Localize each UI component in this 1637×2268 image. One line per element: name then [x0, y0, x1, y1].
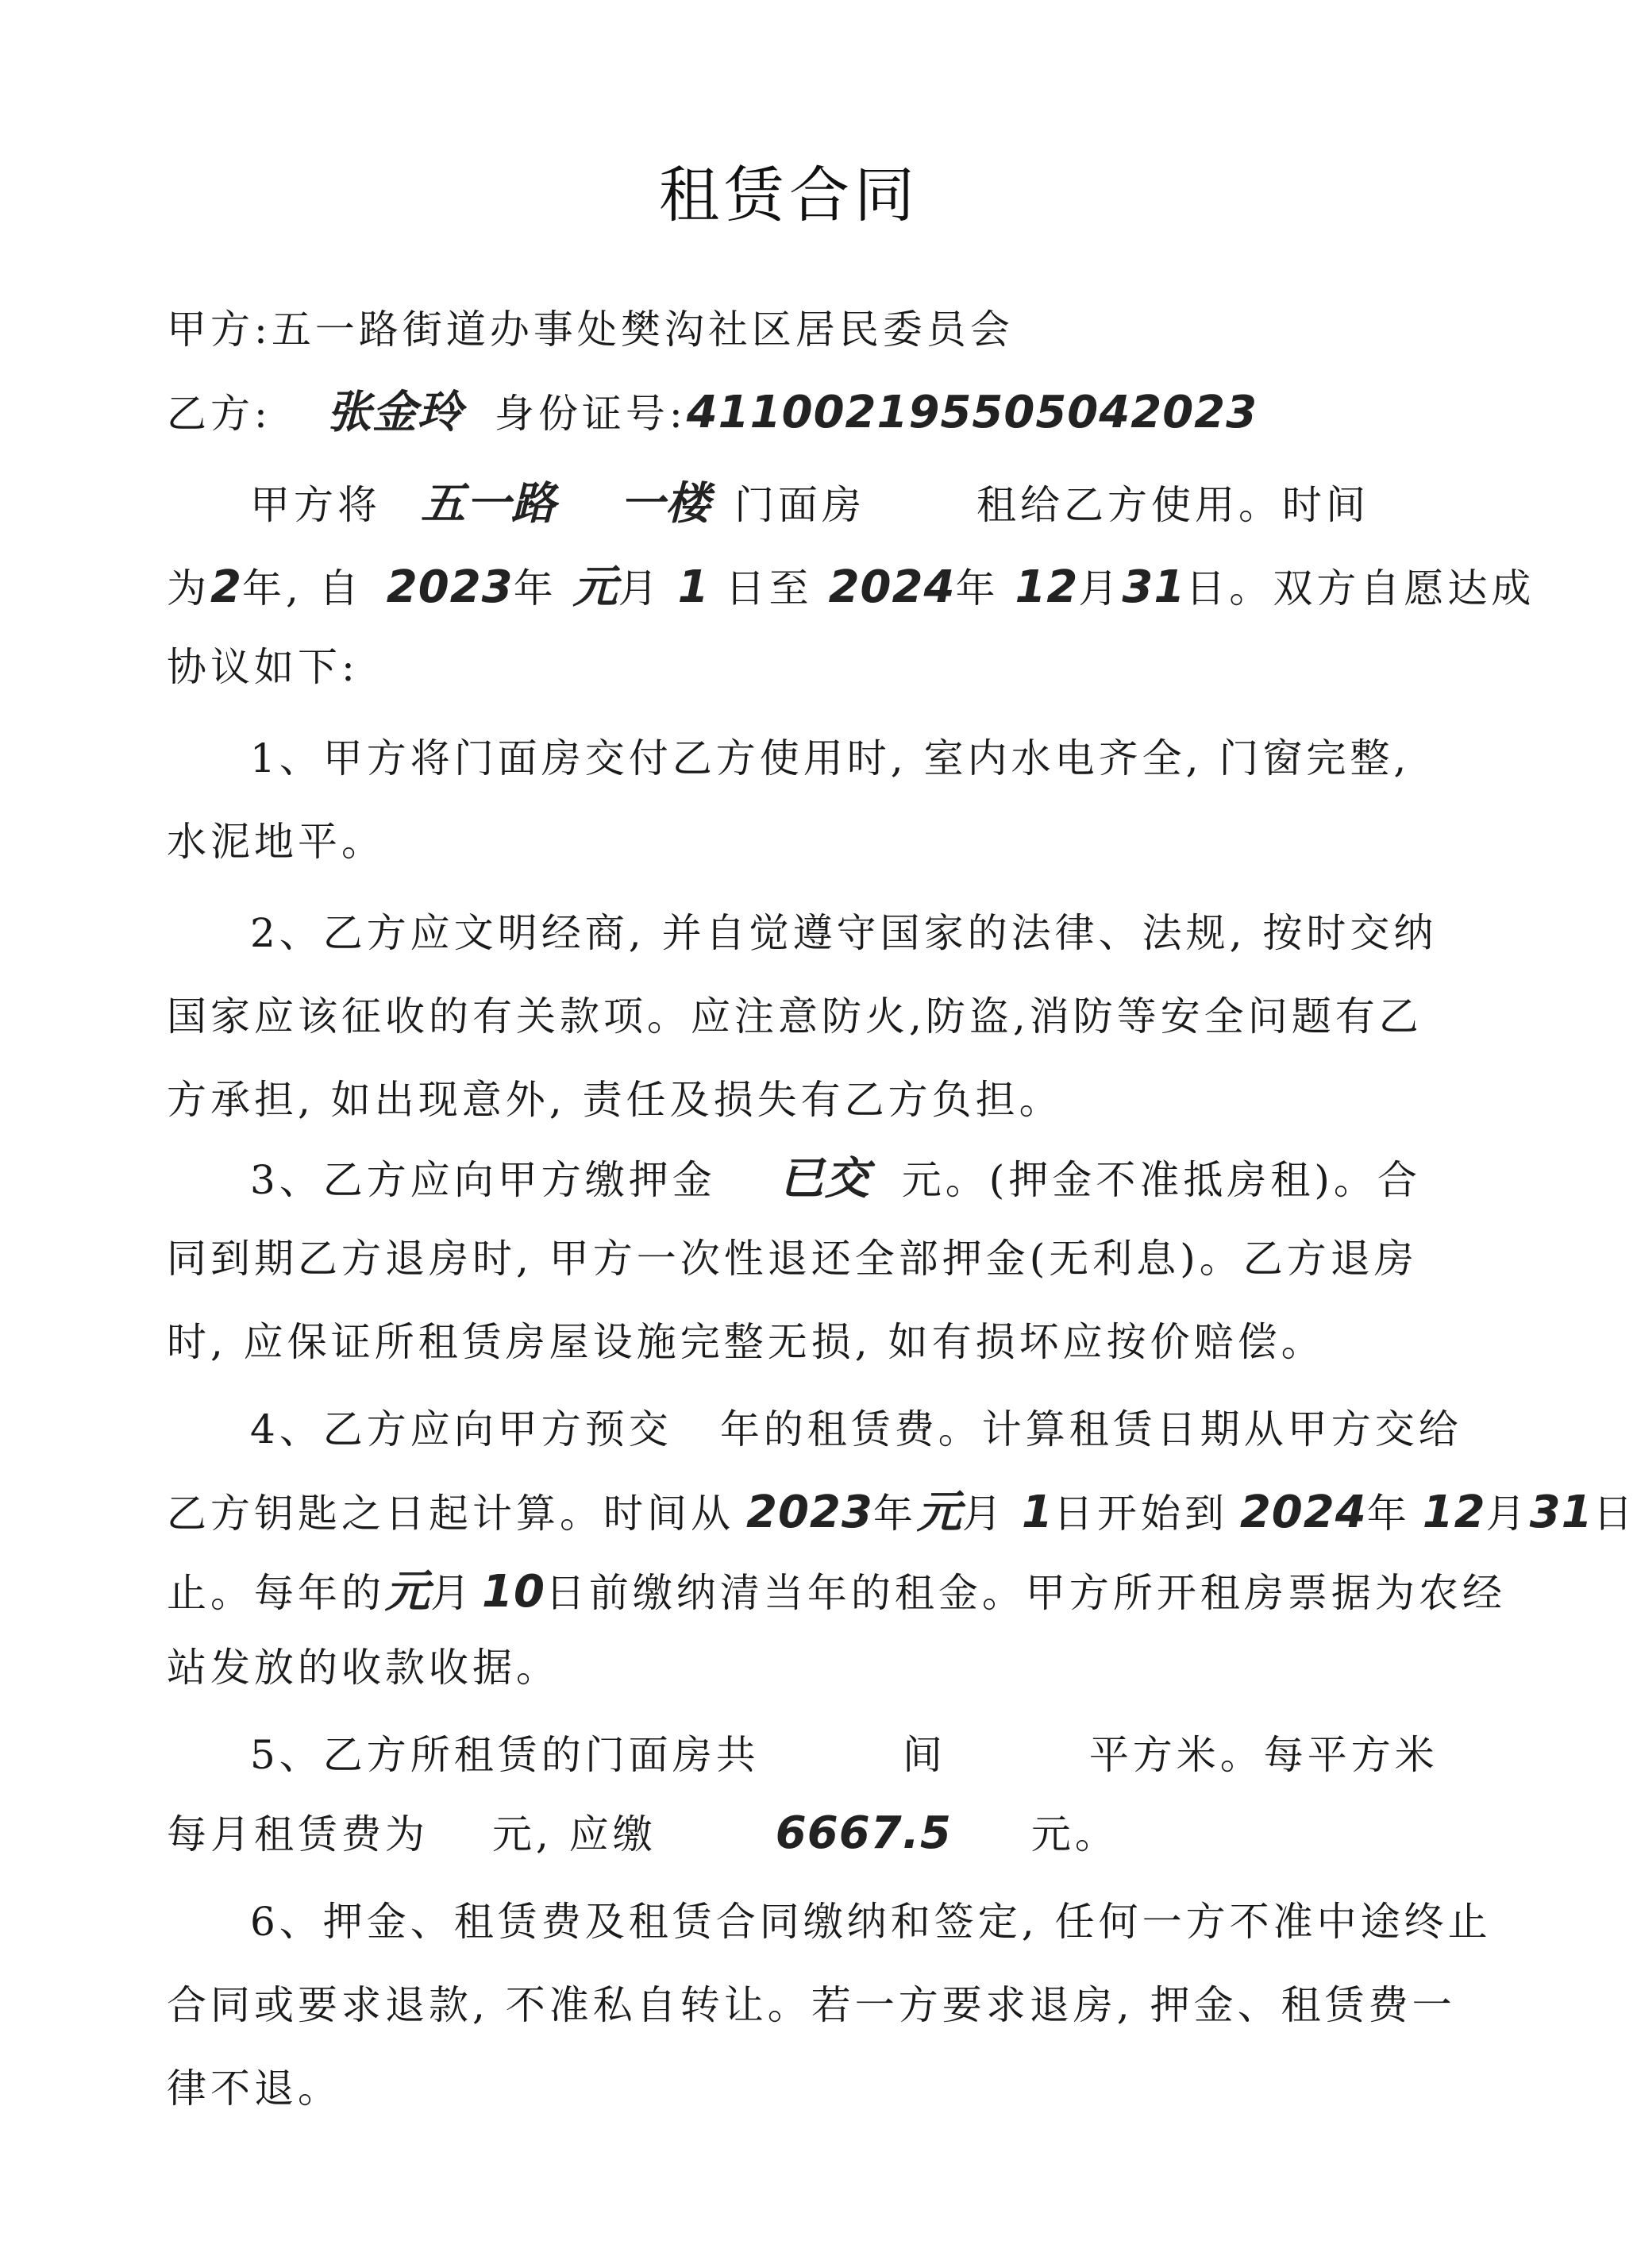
clause-5-text-1c: 平方米。每平方米 [1088, 1732, 1439, 1778]
years-handwritten: 2 [210, 561, 242, 613]
c4-end-year-handwritten: 2024 [1239, 1487, 1367, 1538]
c4-end-month-handwritten: 12 [1422, 1487, 1486, 1538]
c4-start-day-handwritten: 1 [1021, 1487, 1053, 1538]
intro-text-1b: 门面房 [734, 482, 865, 528]
clause-3-line-3: 时, 应保证所租赁房屋设施完整无损, 如有损坏应按价赔偿。 [167, 1319, 1325, 1365]
pay-month-handwritten: 元 [385, 1566, 430, 1618]
party-a-label: 甲方: [167, 307, 272, 353]
clause-3-line-2: 同到期乙方退房时, 甲方一次性退还全部押金(无利息)。乙方退房 [167, 1236, 1418, 1282]
pay-day-handwritten: 10 [482, 1566, 545, 1618]
deposit-handwritten: 已交 [779, 1153, 870, 1205]
clause-4-line-1 [250, 1398, 1462, 1455]
clause-3-text-1b: 元。(押金不准抵房租)。合 [901, 1157, 1421, 1203]
clause-6-line-3: 律不退。 [167, 2066, 341, 2112]
start-day-handwritten: 1 [677, 561, 710, 613]
month-char: 月 [618, 565, 662, 611]
clause-2-line-1: 2、乙方应文明经商, 并自觉遵守国家的法律、法规, 按时交纳 [250, 910, 1438, 956]
clause-5-text-2b: 元, 应缴 [492, 1811, 657, 1857]
document-title: 租赁合同 [659, 160, 919, 230]
clause-5-line-1 [250, 1723, 1439, 1780]
clause-5-text-1a: 5、乙方所租赁的门面房共 [250, 1732, 760, 1778]
clause-5-text-2a: 每月租赁费为 [167, 1811, 429, 1857]
clause-4-text-2a: 乙方钥匙之日起计算。时间从 [167, 1491, 734, 1537]
start-year-handwritten: 2023 [386, 561, 514, 613]
intro-text-2a: 为 [167, 565, 210, 611]
year-char: 年 [513, 565, 557, 611]
clause-5-text-2c: 元。 [1030, 1811, 1119, 1857]
clause-4-text-1b: 年的租赁费。计算租赁日期从甲方交给 [719, 1406, 1462, 1452]
building-handwritten: 一楼 [620, 478, 711, 530]
location-handwritten: 五一路 [421, 478, 557, 530]
id-label: 身份证号: [494, 391, 687, 437]
clause-4-text-3a: 止。每年的 [167, 1570, 385, 1616]
intro-text-1a: 甲方将 [250, 482, 381, 528]
clause-2-line-2: 国家应该征收的有关款项。应注意防火,防盗,消防等安全问题有乙 [167, 993, 1423, 1040]
clause-3-text-1a: 3、乙方应向甲方缴押金 [250, 1157, 716, 1203]
start-month-handwritten: 元 [572, 561, 618, 613]
clause-4-line-2 [167, 1477, 1637, 1541]
end-day-handwritten: 31 [1122, 561, 1186, 613]
party-b-name: 张金玲 [326, 387, 463, 438]
year-char: 年 [872, 1491, 917, 1537]
end-month-handwritten: 12 [1015, 561, 1079, 613]
month-char: 月 [1485, 1491, 1530, 1537]
clause-2-line-3: 方承担, 如出现意外, 责任及损失有乙方负担。 [167, 1077, 1063, 1123]
month-char: 月 [961, 1491, 1006, 1537]
c4-end-day-handwritten: 31 [1529, 1487, 1593, 1538]
year-char: 年 [955, 565, 1000, 611]
clause-6-line-1: 6、押金、租赁费及租赁合同缴纳和签定, 任何一方不准中途终止 [250, 1899, 1492, 1945]
clause-4-line-4: 站发放的收款收据。 [167, 1645, 560, 1691]
id-number: 411002195505042023 [686, 387, 1258, 438]
intro-text-1c: 租给乙方使用。时间 [976, 482, 1369, 528]
month-char: 月 [430, 1570, 474, 1616]
year-char: 年 [1366, 1491, 1411, 1537]
clause-3-line-1 [250, 1144, 1421, 1207]
intro-line-2 [167, 552, 1535, 615]
c4-start-year-handwritten: 2023 [746, 1487, 873, 1538]
clause-4-text-3b: 日前缴纳清当年的租金。甲方所开租房票据为农经 [545, 1570, 1506, 1616]
month-char: 月 [1078, 565, 1123, 611]
day-char: 日 [1593, 1491, 1637, 1537]
clause-1-line-1: 1、甲方将门面房交付乙方使用时, 室内水电齐全, 门窗完整, [250, 735, 1411, 781]
intro-line-1 [250, 469, 1369, 532]
intro-text-2d: 日。双方自愿达成 [1185, 565, 1535, 611]
clause-5-line-2 [167, 1803, 1119, 1860]
end-year-handwritten: 2024 [828, 561, 956, 613]
amount-handwritten: 6667.5 [775, 1807, 952, 1859]
party-a-name: 五一路街道办事处樊沟社区居民委员会 [271, 307, 1014, 353]
clause-4-line-3 [167, 1556, 1506, 1620]
c4-start-month-handwritten: 元 [916, 1487, 962, 1538]
clause-4-text-1a: 4、乙方应向甲方预交 [250, 1406, 672, 1452]
intro-text-2c: 日至 [725, 565, 813, 611]
clause-1-line-2: 水泥地平。 [167, 819, 385, 865]
clause-5-text-1b: 间 [902, 1732, 946, 1778]
clause-6-line-2: 合同或要求退款, 不准私自转让。若一方要求退房, 押金、租赁费一 [167, 1982, 1456, 2028]
party-a-line [167, 298, 1014, 355]
intro-line-3: 协议如下: [167, 644, 359, 690]
clause-4-text-2b: 日开始到 [1053, 1491, 1228, 1537]
party-b-line [167, 377, 1258, 441]
intro-text-2b: 年, 自 [241, 565, 363, 611]
party-b-label: 乙方: [167, 391, 272, 437]
